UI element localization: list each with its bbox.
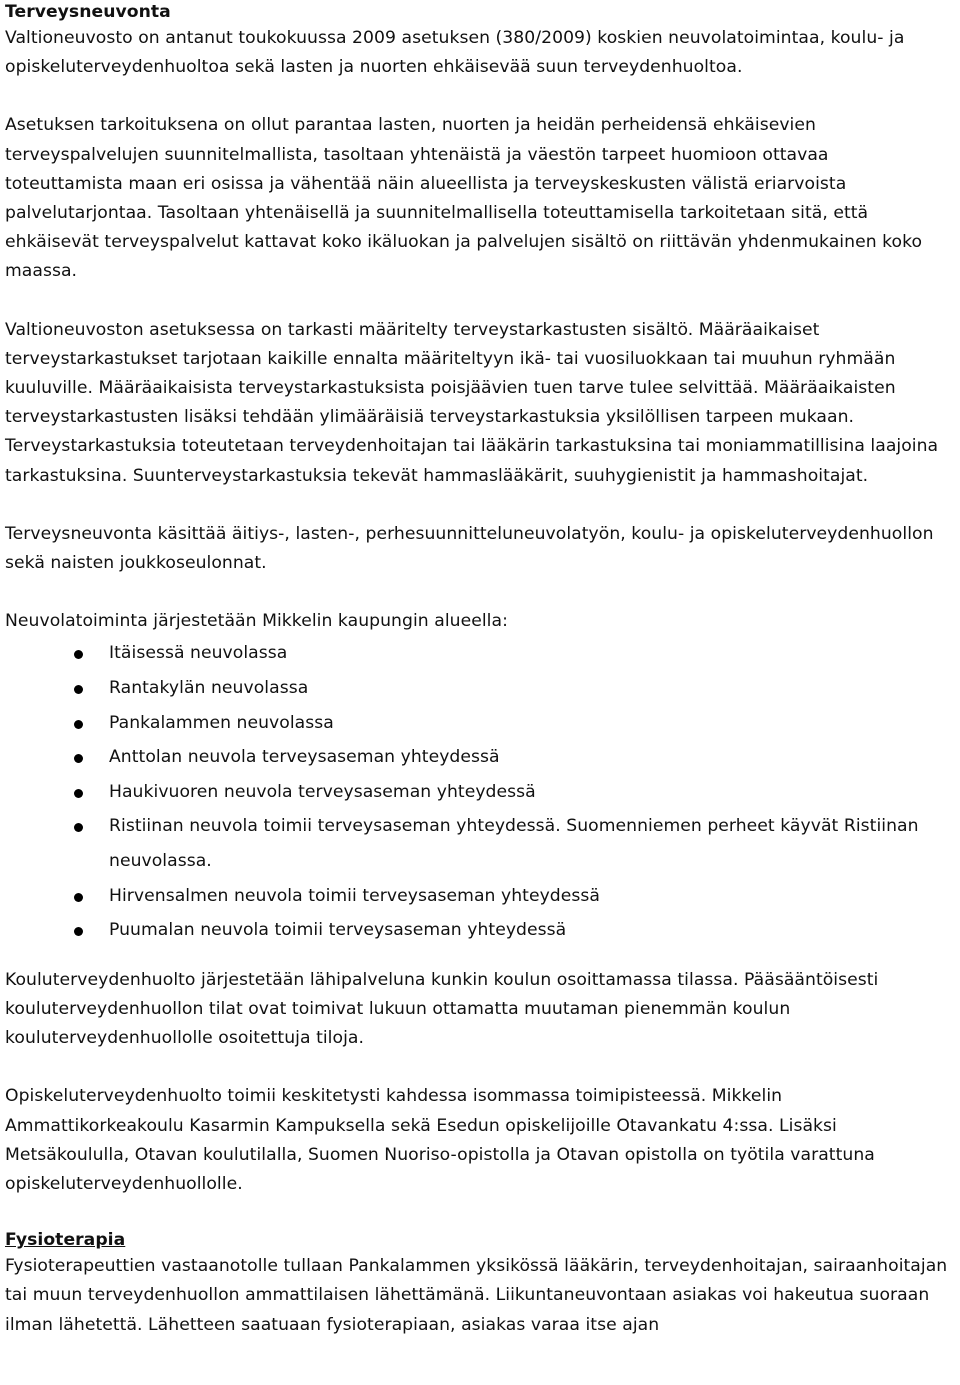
list-item <box>5 706 950 741</box>
list-intro: Neuvolatoiminta järjestetään Mikkelin kaupungin alueella: <box>5 611 508 632</box>
list-item-text: Hirvensalmen neuvola toimii terveysaseman yhteydessä <box>109 885 600 906</box>
list-item <box>5 809 950 878</box>
bullet-icon <box>74 685 83 694</box>
document-page <box>5 0 950 1340</box>
paragraph-gap <box>5 287 950 316</box>
list-item <box>5 913 950 948</box>
paragraph-gap <box>5 491 950 520</box>
list-item-text: Puumalan neuvola toimii terveysaseman yhteydessä <box>109 920 567 941</box>
bullet-icon <box>74 927 83 936</box>
intro-paragraph: Valtioneuvosto on antanut toukokuussa 2009 asetuksen (380/2009) koskien neuvolatoimintaa, koulu- ja opiskeluterveydenhuoltoa sekä lasten ja nuorten ehkäisevää suun terveydenhuoltoa. <box>5 28 905 78</box>
bullet-icon <box>74 789 83 798</box>
paragraph-opiskeluterveydenhuolto: Opiskeluterveydenhuolto toimii keskitetysti kahdessa isommassa toimipisteessä. Mikkelin Ammattikorkeakoulu Kasarmin Kampuksella sekä Esedun opiskelijoille Otavankatu 4:ssa. Lisäksi Metsäkoululla, Otavan koulutilalla, Suomen Nuoriso-opistolla ja Otavan opistolla on työtila varattuna opiskeluterveydenhuollolle. <box>5 1086 875 1195</box>
list-item-text: Itäisessä neuvolassa <box>109 643 288 664</box>
section-heading-fysioterapia: Fysioterapia <box>5 1230 126 1251</box>
list-item-text: Anttolan neuvola terveysaseman yhteydessä <box>109 747 500 768</box>
paragraph-fysioterapia: Fysioterapeuttien vastaanotolle tullaan Pankalammen yksikössä lääkärin, terveydenhoitajan, sairaanhoitajan tai muun terveydenhuollon ammattilaisen lähettämänä. Liikuntaneuvontaan asiakas voi hakeutua suoraan ilman lähetettä. Lähetteen saatuaan fysioterapiaan, asiakas varaa itse ajan <box>5 1256 948 1335</box>
paragraph-terveystarkastukset: Valtioneuvoston asetuksessa on tarkasti määritelty terveystarkastusten sisältö. Määräaikaiset terveystarkastukset tarjotaan kaikille ennalta määriteltyyn ikä- tai vuosiluokkaan tai muuhun ryhmään kuuluville. Määräaikaisista terveystarkastuksista poisjäävien tuen tarve tulee selvittää. Määräaikaisten terveystarkastusten lisäksi tehdään ylimääräisiä terveystarkastuksia yksilöllisen tarpeen mukaan. Terveystarkastuksia toteutetaan terveydenhoitajan tai lääkärin tarkastuksina tai moniammatillisina laajoina tarkastuksina. Suunterveystarkastuksia tekevät hammaslääkärit, suuhygienistit ja hammashoitajat. <box>5 319 939 486</box>
paragraph-gap <box>5 948 950 966</box>
paragraph-gap <box>5 578 950 607</box>
bullet-icon <box>74 650 83 659</box>
bullet-icon <box>74 720 83 729</box>
list-item-text: Ristiinan neuvola toimii terveysaseman yhteydessä. Suomenniemen perheet käyvät Ristiinan neuvolassa. <box>109 816 919 872</box>
list-item <box>5 775 950 810</box>
paragraph-terveysneuvonta-kasittaa: Terveysneuvonta käsittää äitiys-, lasten-, perhesuunnitteluneuvolatyön, koulu- ja opiskeluterveydenhuollon sekä naisten joukkoseulonnat. <box>5 523 934 574</box>
list-item <box>5 636 950 671</box>
bullet-icon <box>74 754 83 763</box>
bullet-icon <box>74 893 83 902</box>
list-item-text: Haukivuoren neuvola terveysaseman yhteydessä <box>109 781 536 802</box>
section-heading-terveysneuvonta: Terveysneuvonta <box>5 2 171 22</box>
list-item-text: Pankalammen neuvolassa <box>109 712 334 733</box>
paragraph-gap <box>5 1199 950 1228</box>
paragraph-asetuksen-tarkoitus: Asetuksen tarkoituksena on ollut parantaa lasten, nuorten ja heidän perheidensä ehkäisevien terveyspalvelujen suunnitelmallista, tasoltaan yhtenäistä ja väestön tarpeet huomioon ottavaa toteuttamista maan eri osissa ja vähentää näin alueellista ja terveyskeskusten välistä eriarvoista palvelutarjontaa. Tasoltaan yhtenäisellä ja suunnitelmallisella toteuttamisella tarkoitetaan sitä, että ehkäisevät terveyspalvelut kattavat koko ikäluokan ja palvelujen sisältö on riittävän yhdenmukainen koko maassa. <box>5 115 923 282</box>
bullet-icon <box>74 823 83 832</box>
list-item <box>5 671 950 706</box>
list-item <box>5 879 950 914</box>
neuvola-list <box>5 636 950 947</box>
paragraph-gap <box>5 82 950 111</box>
list-item <box>5 740 950 775</box>
list-item-text: Rantakylän neuvolassa <box>109 678 309 699</box>
paragraph-kouluterveydenhuolto: Kouluterveydenhuolto järjestetään lähipalveluna kunkin koulun osoittamassa tilassa. Pääsääntöisesti kouluterveydenhuollon tilat ovat toimivat lukuun ottamatta muutaman pienemmän koulun kouluterveydenhuollolle osoitettuja tiloja. <box>5 969 879 1049</box>
paragraph-gap <box>5 1053 950 1082</box>
